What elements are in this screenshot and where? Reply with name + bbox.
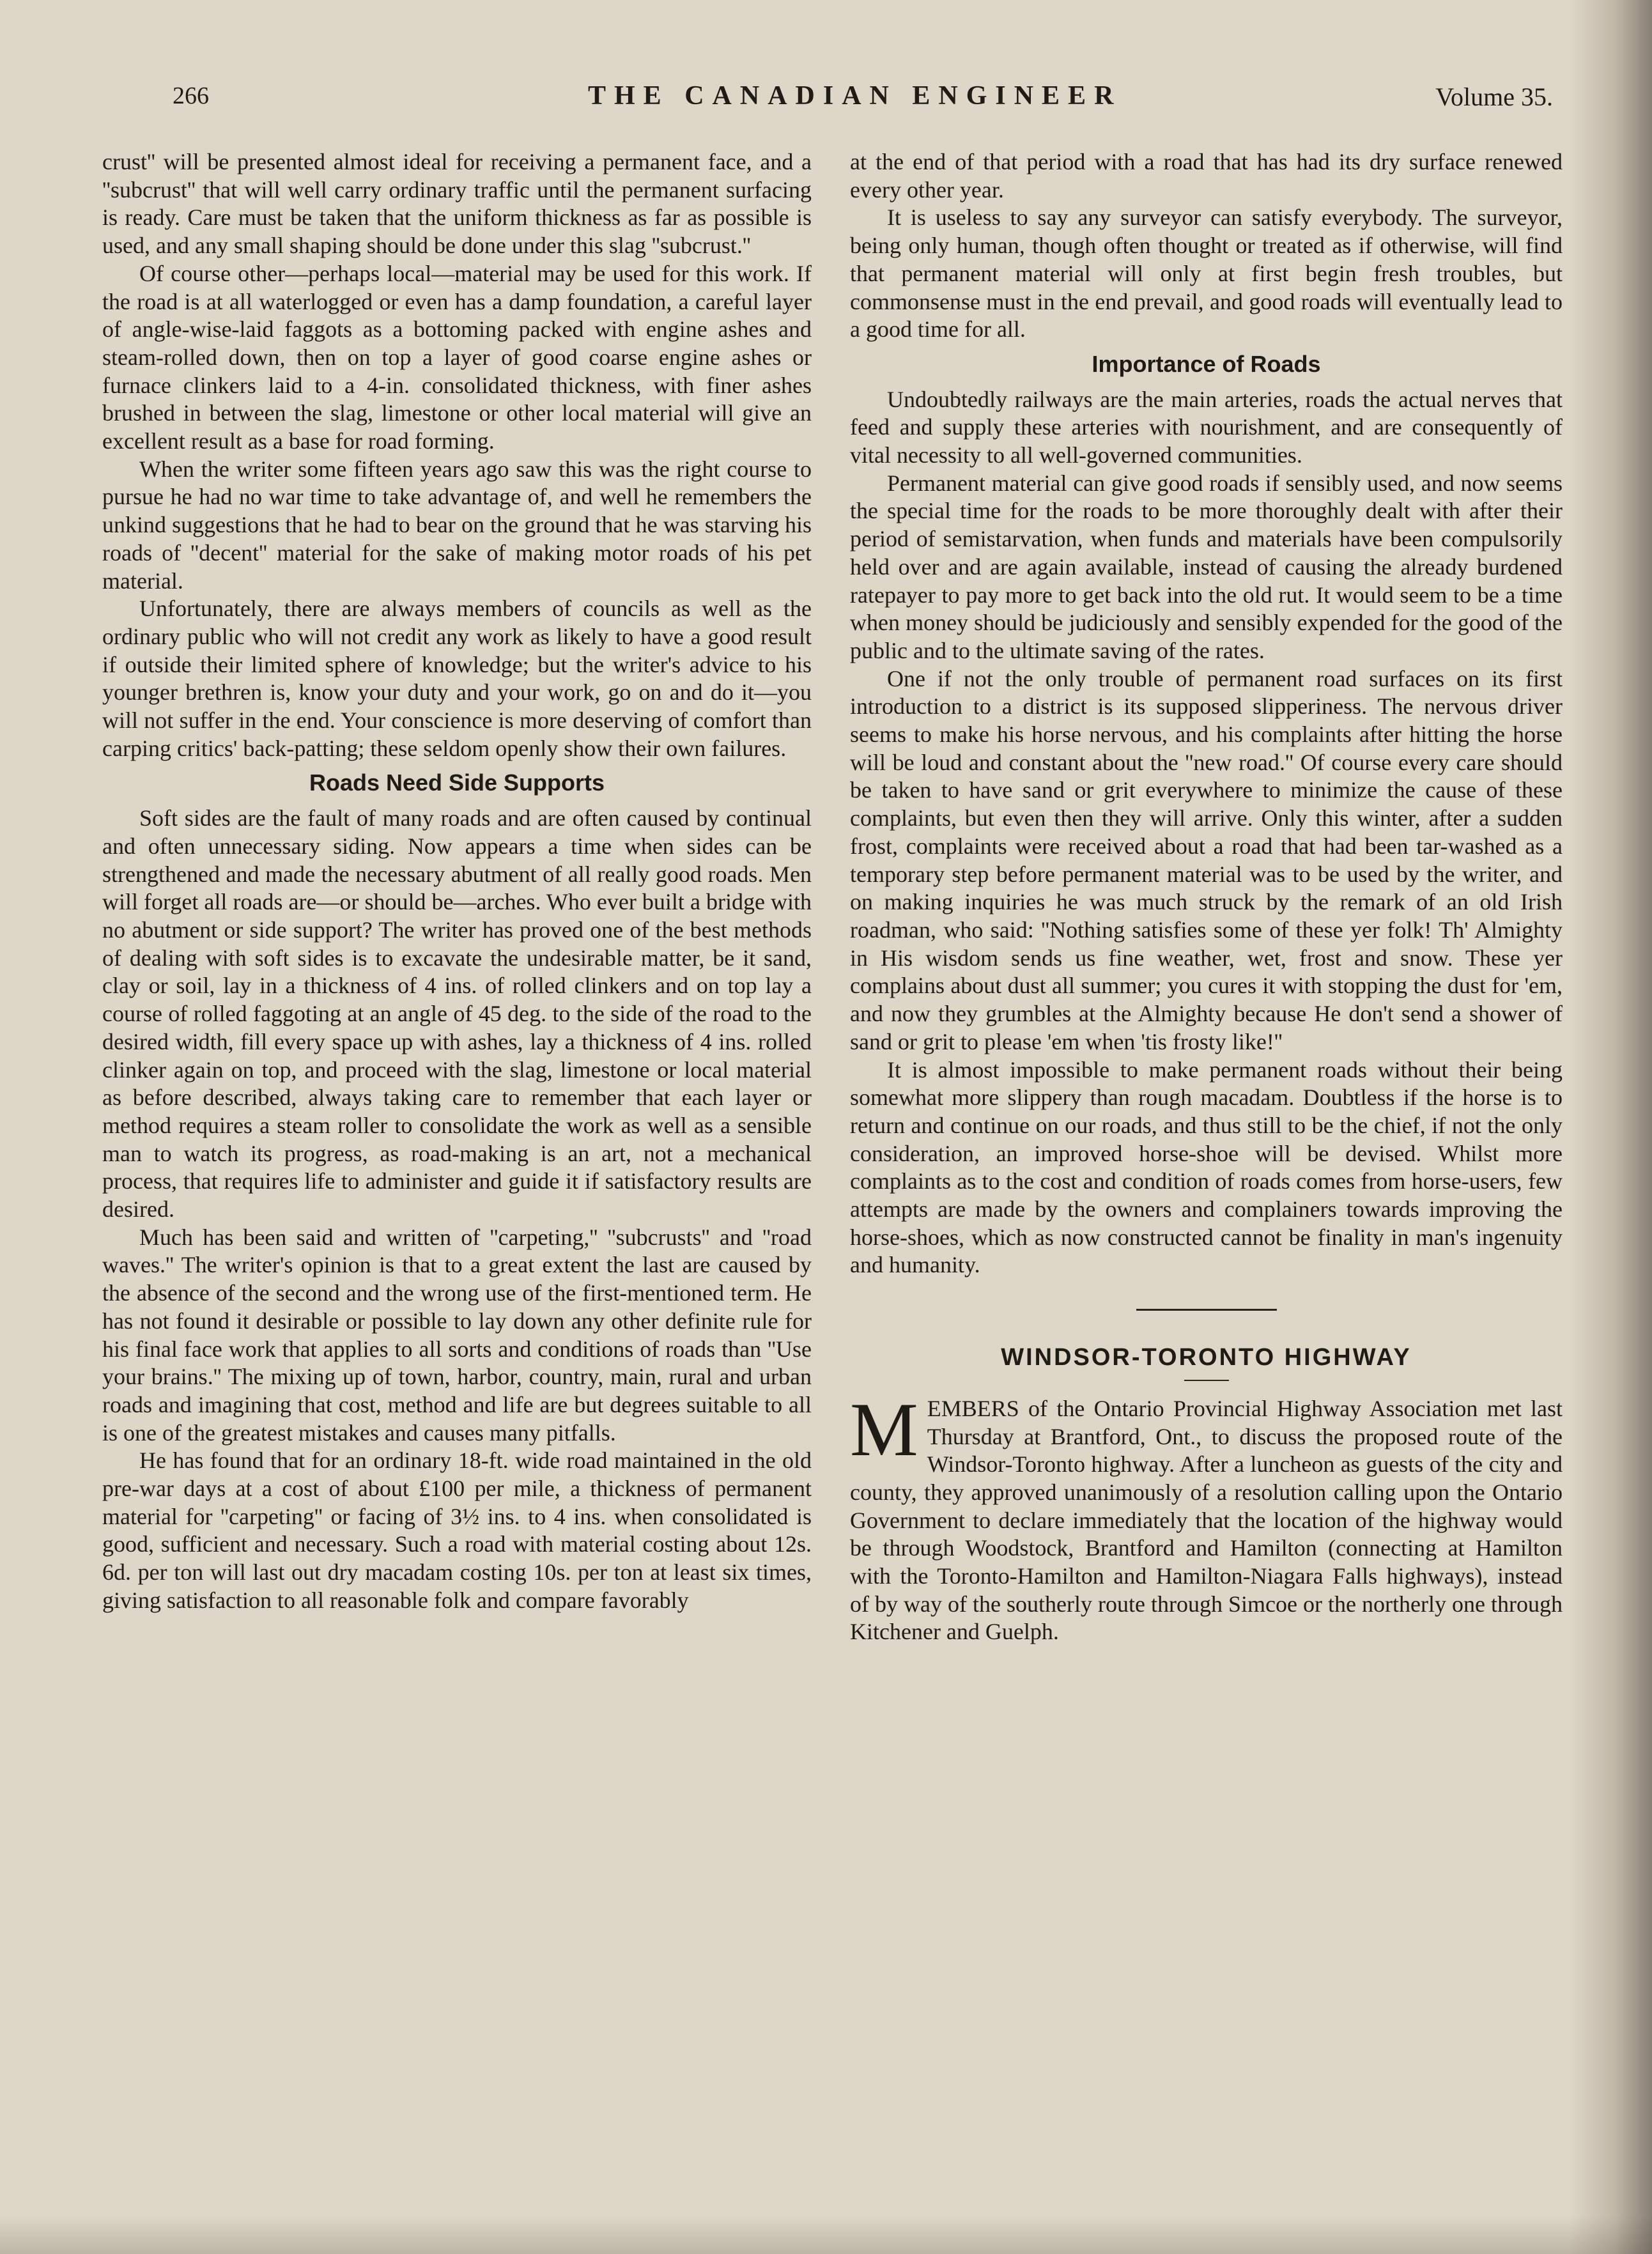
section-divider	[1136, 1309, 1277, 1311]
lead-text: EMBERS of the Ontario Provincial Highway Association met last Thursday at Brantford, Ont., to discuss the proposed route of the Windsor-Toronto highway. After a luncheon as guests of the city and county, they approved unanimously of a resolution calling upon the Ontario Government to declare immediately that the location of the highway would be through Woodstock, Brantford and Hamilton (connecting at Hamilton with the Toronto-Hamilton and Hamilton-Niagara Falls highways), instead of by way of the southerly route through Simcoe or the northerly one through Kitchener and Guelph.	[850, 1395, 1563, 1645]
drop-cap: M	[850, 1386, 918, 1472]
journal-title: THE CANADIAN ENGINEER	[588, 81, 1122, 111]
paragraph: He has found that for an ordinary 18-ft. wide road maintained in the old pre-war days at a cost of about £100 per mile, a thickness of permanent material for ''carpeting'' or facing of 3½ ins. to 4 ins. when consolidated is good, sufficient and necessary. Such a road with material costing about 12s. 6d. per ton will last out dry macadam costing 10s. per ton at least six times, giving satisfaction to all reasonable folk and compare favorably	[102, 1447, 812, 1613]
volume-label: Volume 35.	[1435, 82, 1553, 111]
paragraph: at the end of that period with a road that has had its dry surface renewed every other year.	[850, 149, 1563, 203]
paragraph: Permanent material can give good roads if sensibly used, and now seems the special time for the roads to be more thoroughly dealt with after their period of semistarvation, when funds and materials have been compulsorily held over and are again available, instead of causing the already burdened ratepayer to pay more to get back into the old rut. It would seem to be a time when money should be judiciously and sensibly expended for the good of the public and to the ultimate saving of the rates.	[850, 470, 1563, 663]
article-lead-paragraph	[850, 1386, 1563, 1646]
left-column	[102, 148, 812, 1615]
article-title: WINDSOR-TORONTO HIGHWAY	[1001, 1344, 1412, 1371]
running-header	[173, 82, 1553, 120]
paragraph: One if not the only trouble of permanent road surfaces on its first introduction to a district is its supposed slipperiness. The nervous driver seems to make his horse nervous, and his complaints after hitting the horse will be loud and constant about the ''new road.'' Of course every care should be taken to have sand or grit everywhere to minimize the cause of these complaints, but even then they will arrive. Only this winter, after a sudden frost, complaints were received about a road that had been tar-washed as a temporary step before permanent material was to be used by the writer, and on making inquiries he was much struck by the remark of an old Irish roadman, who said: ''Nothing satisfies some of these yer folk! Th' Almighty in His wisdom sends us fine weather, wet, frost and snow. These yer complains about dust all summer; you cures it with stopping the dust for 'em, and now they grumbles at the Almighty because He don't send a shower of sand or grit to please 'em when 'tis frosty like!''	[850, 665, 1563, 1054]
paragraph: It is useless to say any surveyor can satisfy everybody. The surveyor, being only human, though often thought or treated as if otherwise, will find that permanent material will only at first begin fresh troubles, but commonsense must in the end prevail, and good roads will eventually lead to a good time for all.	[850, 205, 1563, 343]
paragraph: Of course other—perhaps local—material may be used for this work. If the road is at all waterlogged or even has a damp foundation, a careful layer of angle-wise-laid faggots as a bottoming packed with engine ashes and steam-rolled down, then on top a layer of good coarse engine ashes or furnace clinkers laid to a 4-in. consolidated thickness, with finer ashes brushed in between the slag, limestone or other local material will give an excellent result as a base for road forming.	[102, 260, 812, 454]
paragraph: Much has been said and written of ''carpeting,'' ''subcrusts'' and ''road waves.'' The writer's opinion is that to a great extent the last are caused by the absence of the second and the wrong use of the first-mentioned term. He has not found it desirable or possible to lay down any other definite rule for his final face work that applies to all sorts and conditions of roads than ''Use your brains.'' The mixing up of town, harbor, country, main, rural and urban roads and imagining that cost, method and life are but degrees suitable to all is one of the greatest mistakes and causes many pitfalls.	[102, 1224, 812, 1446]
right-column	[850, 148, 1563, 1646]
page-bottom-shadow	[0, 2216, 1652, 2254]
title-underline	[1184, 1380, 1229, 1381]
paragraph: Soft sides are the fault of many roads and are often caused by continual and often unnecessary siding. Now appears a time when sides can be strengthened and made the necessary abutment of all really good roads. Men will forget all roads are—or should be—arches. Who ever built a bridge with no abutment or side support? The writer has proved one of the best methods of dealing with soft sides is to excavate the undesirable matter, be it sand, clay or soil, lay in a thickness of 4 ins. of rolled clinkers and on top lay a course of rolled faggoting at an angle of 45 deg. to the side of the road to the desired width, fill every space up with ashes, lay a thickness of 4 ins. rolled clinker again on top, and proceed with the slag, limestone or local material as before described, always taking care to remember that each layer or method requires a steam roller to consolidate the work as well as a sensible man to watch its progress, as road-making is an art, not a mechanical process, that requires life to administer and guide it if satisfactory results are desired.	[102, 805, 812, 1223]
paragraph: When the writer some fifteen years ago saw this was the right course to pursue he had no war time to take advantage of, and well he remembers the unkind suggestions that he had to bear on the ground that he was starving his roads of ''decent'' material for the sake of making motor roads of his pet material.	[102, 456, 812, 594]
paragraph: It is almost impossible to make permanent roads without their being somewhat more slippery than rough macadam. Doubtless if the horse is to return and continue on our roads, and thus still to be the chief, if not the only consideration, an improved horse-shoe will be devised. Whilst more complaints as to the cost and condition of roads comes from horse-users, few attempts are made by the owners and complainers towards improving the horse-shoes, which as now constructed cannot be finality in man's ingenuity and humanity.	[850, 1056, 1563, 1278]
paragraph: Undoubtedly railways are the main arteries, roads the actual nerves that feed and supply these arteries with nourishment, and are consequently of vital necessity to all well-governed communities.	[850, 386, 1563, 468]
page-edge-shadow	[1569, 0, 1652, 2254]
paragraph: crust'' will be presented almost ideal for receiving a permanent face, and a ''subcrust'' that will well carry ordinary traffic until the permanent surfacing is ready. Care must be taken that the uniform thickness as far as possible is used, and any small shaping should be done under this slag ''subcrust.''	[102, 149, 812, 259]
page-number: 266	[173, 82, 209, 109]
paragraph: Unfortunately, there are always members of councils as well as the ordinary public who will not credit any work as likely to have a good result if outside their limited sphere of knowledge; but the writer's advice to his younger brethren is, know your duty and your work, go on and do it—you will not suffer in the end. Your conscience is more deserving of comfort than carping critics' back-patting; these seldom openly show their own failures.	[102, 596, 812, 761]
section-heading: Importance of Roads	[1092, 350, 1321, 377]
section-heading: Roads Need Side Supports	[309, 769, 605, 796]
